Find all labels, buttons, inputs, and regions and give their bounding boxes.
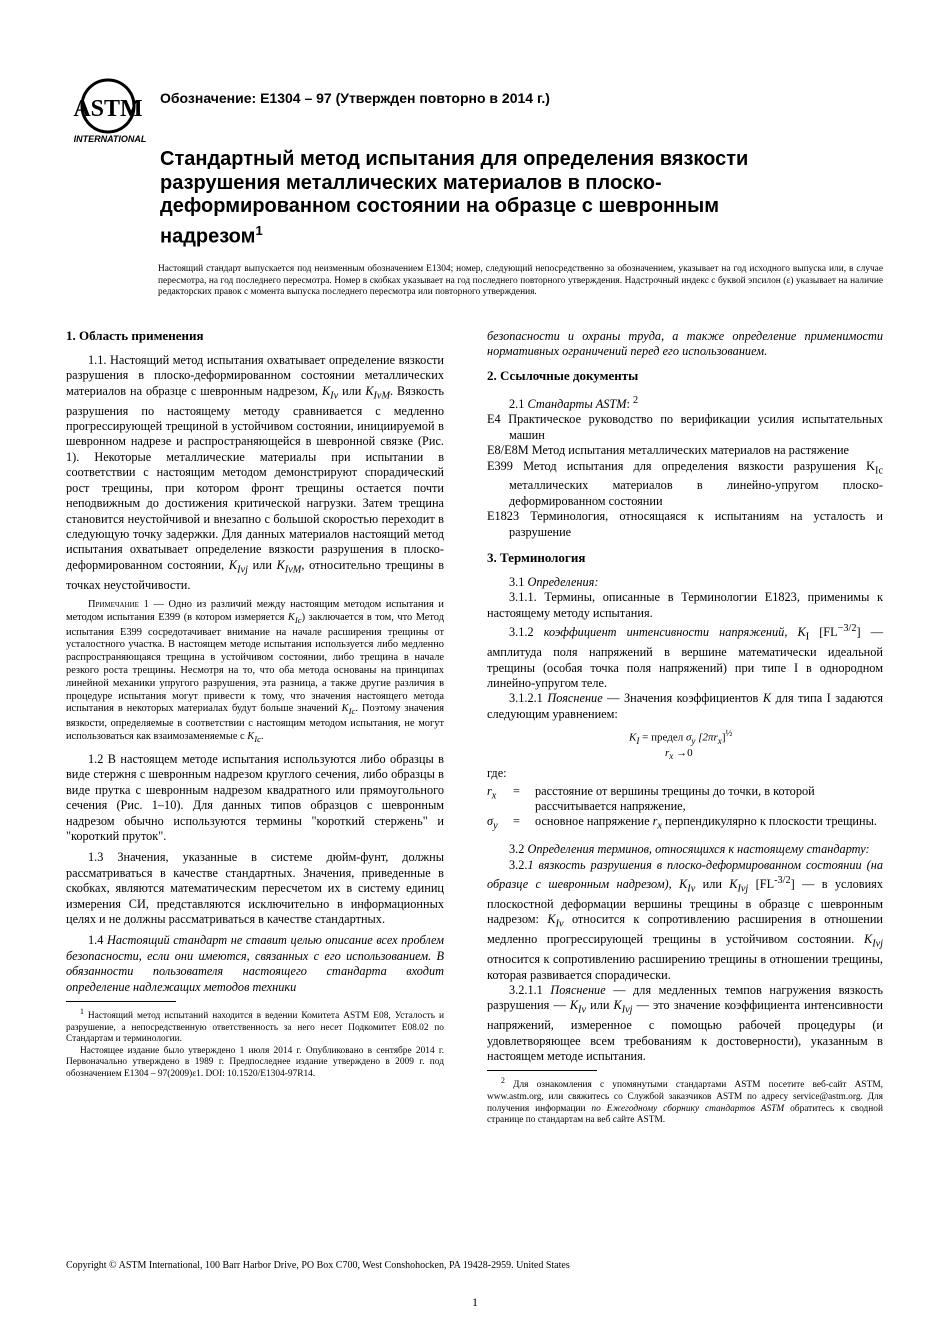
svg-text:INTERNATIONAL: INTERNATIONAL [73,134,147,144]
section-1-heading: 1. Область применения [66,328,204,343]
paragraph-3-1: 3.1 Определения: [509,575,599,590]
paragraph-3-2-1: 3.2.1 вязкость разрушения в плоско-деформированном состоянии (на образце с шевронным надрезом), $K_{Iv}$ или $K_{Ivj}$ $[FL^{-3/2}]$ — в условиях плоскостной деформации вершины трещины в образце с шевронным надрезом: $K_{Iv}$ относится к сопротивлению расширения в отношении медленно прогрессирующей трещины в устойчивом состоянии. $K_{Ivj}$ относится к сопротивлению расширению трещины в отношении трещины, которая развивается спорадически. [487,857,883,982]
left-column [66,328,444,1080]
copyright-line: Copyright © ASTM International, 100 Barr Harbor Drive, PO Box C700, West Conshohocken, PA 19428-2959. United States [66,1260,570,1271]
where-label: где: [487,766,507,781]
paragraph-1-2: 1.2 В настоящем методе испытания используются либо образцы в виде стержня с шевронным надрезом круглого сечения, либо образцы в виде прутка с шевронным надрезом квадратного или прямоугольного сечения (Рис. 1–10). Для данных типов образцов с шевронным надрезом обычно используются термины "короткий стержень" и "короткий пруток". [66,752,444,844]
title-text: Стандартный метод испытания для определения вязкости разрушения металлических материалов в плоско-деформированном состоянии на образце с шевронным надрезом [160,148,749,248]
footnote-divider [487,1070,597,1071]
paragraph-3-1-2: 3.1.2 коэффициент интенсивности напряжений, $K_I$ $[FL^{-3/2}]$ — амплитуда поля напряжений в вершине математически идеальной трещины (особая точка поля напряжений) при типе I в однородном линейно-упругом теле. [487,623,884,690]
footnote-1: $^1$ Настоящий метод испытаний находится в ведении Комитета ASTM E08, Усталость и разрушение, а непосредственную ответственность за него несет Подкомитет E08.02 по Стандартам и терминологии. [66,1007,444,1045]
def-text-rx: расстояние от вершины трещины до точки, в которой рассчитывается напряжение, [535,783,815,814]
ref-e1823: E1823 Терминология, относящаяся к испытаниям на усталость и разрушение [487,509,883,539]
ref-e8: E8/E8M Метод испытания металлических материалов на растяжение [487,443,850,458]
note-1: Примечание 1 — Одно из различий между настоящим методом испытания и методом испытания E399 (в котором измеряется $K_{Ic}$) заключается в том, что Метод испытания E399 сосредотачивает внимание на начале расширения трещины от усталостного участка. В настоящем методе испытания используется либо медленно распространяющаяся трещина в устойчивом состоянии, либо трещина в начале резкого роста трещины. Несмотря на то, что оба метода основаны на принципах линейной механики упругого разрушения, эта разница, а также другие различия в процедуре испытания могут привести к тому, что значения настоящего метода испытания в некоторых материалах будут больше значений $K_{Ic}$. Поэтому значения вязкости, определяемые в соответствии с настоящим методом испытания, не могут использоваться как взаимозаменяемые с $K_{Ic}$. [66,599,444,745]
stress-intensity-formula: $K_I$ = предел $\sigma_y$ $[2\pi r_x]^{\frac{1}{2}}$ $r_x \to 0$ [629,728,733,762]
paragraph-1-4: 1.4 Настоящий стандарт не ставит целью описание всех проблем безопасности, если они имеются, связанных с его использованием. В обязанности пользователя настоящего стандарта входит определение надлежащих методов техники [66,933,444,994]
def-symbol-sigma: $\sigma_y$ [487,814,498,832]
title-footnote-marker: 1 [255,222,263,238]
def-eq: = [513,783,520,798]
section-3-heading: 3. Терминология [487,550,586,566]
designation: Обозначение: E1304 – 97 (Утвержден повторно в 2014 г.) [160,90,550,106]
paragraph-3-2: 3.2 Определения терминов, относящихся к настоящему стандарту: [509,842,870,857]
paragraph-3-1-2-1: 3.1.2.1 Пояснение — Значения коэффициентов K для типа I задаются следующим уравнением: [487,691,883,721]
document-title [160,148,760,249]
ref-e4: E4 Практическое руководство по верификации усилия испытательных машин [487,412,883,442]
symbol-definitions [487,784,883,835]
footnote-2: $^2$ Для ознакомления с упомянутыми стандартами ASTM посетите веб-сайт ASTM, www.astm.org, или свяжитесь со Службой заказчиков ASTM по адресу service@astm.org. Для получения информации по Ежегодному сборнику стандартов ASTM обратитесь к сводной странице по стандартам на веб сайте ASTM. [487,1076,884,1126]
footnote-divider [66,1001,176,1002]
paragraph-3-2-1-1: 3.2.1.1 Пояснение — для медленных темпов нагружения вязкость разрушения — $K_{Iv}$ или $K_{Ivj}$ — это значение коэффициента интенсивности напряжений, измеренное с помощью рабочей процедуры (и удовлетворяющее всем требованиям к достоверности), указанным в настоящем методе испытания. [487,983,883,1064]
def-eq: = [513,814,520,829]
page-number: 1 [472,1295,478,1309]
issue-notice: Настоящий стандарт выпускается под неизменным обозначением E1304; номер, следующий непосредственно за обозначением, указывает на год исходного выпуска или, в случае пересмотра, на год последнего пересмотра. Номер в скобках указывает на год последнего повторного утверждения. Надстрочный индекс с буквой эпсилон (ε) указывает на наличие редакторских правок с момента выпуска последнего пересмотра или повторного утверждения. [158,264,883,298]
def-symbol-rx: $r_x$ [487,783,497,802]
astm-logo [66,78,152,144]
paragraph-1-4-continued: безопасности и охраны труда, а также определение применимости нормативных ограничений перед его использованием. [487,329,883,359]
def-text-sigma: основное напряжение $r_x$ перпендикулярно к плоскости трещины. [535,814,877,832]
ref-e399: E399 Метод испытания для определения вязкости разрушения $K_{Ic}$ металлических материалов в линейно-упругом плоско-деформированном состоянии [487,458,883,508]
paragraph-3-1-1: 3.1.1. Термины, описанные в Терминологии E1823, применимы к настоящему методу испытания. [487,590,883,620]
astm-logo-mark [66,78,152,144]
section-2-heading: 2. Ссылочные документы [487,367,639,383]
paragraph-2-1: 2.1 Стандарты ASTM: $^2$ [509,394,639,411]
paragraph-1-3: 1.3 Значения, указанные в системе дюйм-фунт, должны рассматриваться в качестве стандартных. Значения, приведенные в скобках, являются математическим пересчетом их в систему единиц измерения СИ, представляются исключительно в информационных целях и не должны рассматриваться в качестве стандартных. [66,850,444,927]
svg-text:ASTM: ASTM [73,96,143,122]
footnote-1-edition: Настоящее издание было утверждено 1 июля 2014 г. Опубликовано в сентябре 2014 г. Первоначально утверждено в 1989 г. Предпоследнее издание утверждено в 2009 г. под обозначением E1304 – 97(2009)ε1. DOI: 10.1520/E1304-97R14. [66,1045,444,1079]
paragraph-1-1: 1.1. Настоящий метод испытания охватывает определение вязкости разрушения в плоско-деформированном состоянии металлических материалов на образце с шевронным надрезом, $K_{Iv}$ или $K_{IvM}$. Вязкость разрушения по настоящему методу сравнивается с медленно прогрессирующей трещиной в устойчивом состоянии, инициируемой в шевронном надрезе и распространяющейся в шевронной связке (Рис. 1). Некоторые металлические материалы при испытании в соответствии с настоящим методом демонстрируют спорадический рост трещины, при котором фронт трещины остается почти неподвижным до достижения критической нагрузки. Затем трещина становится неустойчивой и внезапно с большой скоростью переходит в следующую точку задержки. Для данных материалов настоящий метод испытания охватывает определение вязкости разрушения в плоско-деформированном состоянии, $K_{Ivj}$ или $K_{IvM}$, относительно трещины в точках неустойчивости. [66,353,445,592]
right-column [487,329,883,1127]
